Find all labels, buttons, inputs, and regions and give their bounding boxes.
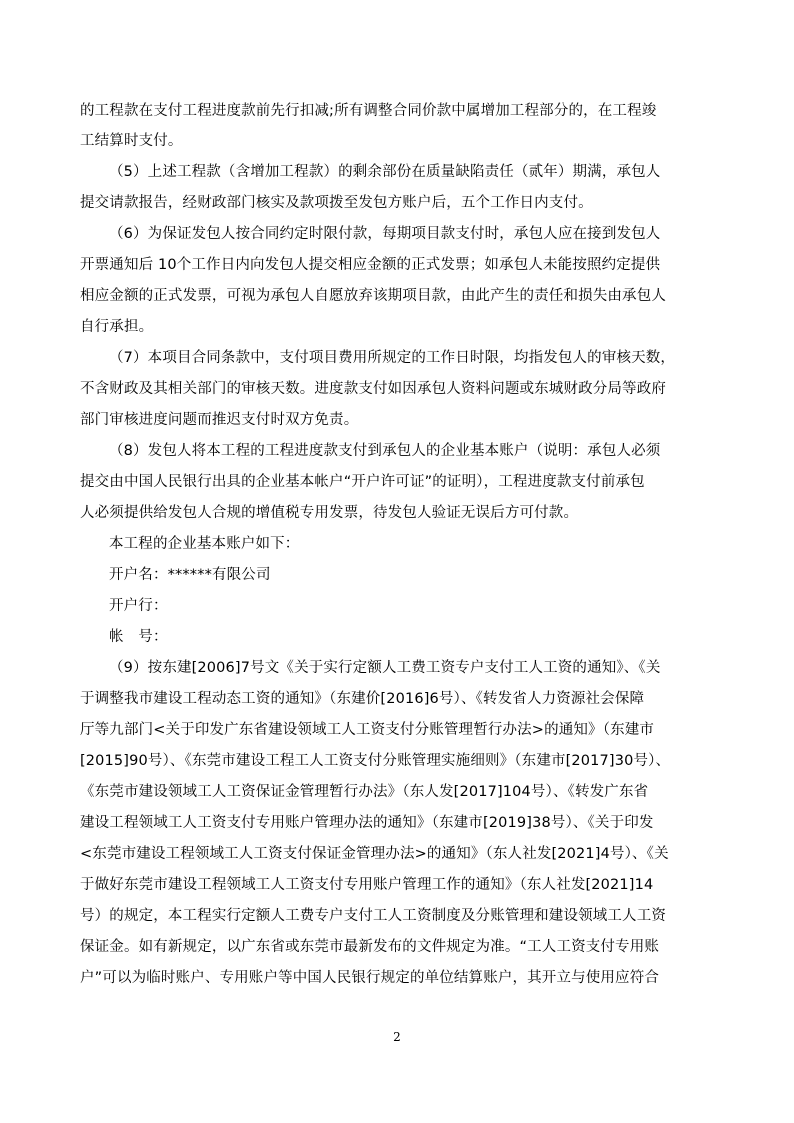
paragraph-9-line: （9）按东建[2006]7号文《关于实行定额人工费工资专户支付工人工资的通知》、《关: [109, 660, 661, 676]
paragraph-8-line: （8）发包人将本工程的工程进度款支付到承包人的企业基本账户（说明：承包人必须: [109, 443, 661, 459]
account-intro-line: 本工程的企业基本账户如下：: [109, 536, 300, 552]
body-line: 于调整我市建设工程动态工资的通知》（东建价[2016]6号）、《转发省人力资源社会保障: [80, 691, 645, 707]
body-line: 提交请款报告，经财政部门核实及款项拨至发包方账户后，五个工作日内支付。: [80, 195, 593, 211]
account-name-line: 开户名：******有限公司: [109, 567, 271, 583]
body-line: 工结算时支付。: [80, 133, 183, 149]
body-line: [2015]90号）、《东莞市建设工程工人工资支付分账管理实施细则》（东建市[2017]30号）、: [80, 753, 671, 769]
account-bank-line: 开户行：: [109, 598, 168, 614]
body-line: 开票通知后 10个工作日内向发包人提交相应金额的正式发票；如承包人未能按照约定提供: [80, 257, 661, 273]
body-line: 提交由中国人民银行出具的企业基本帐户“开户许可证”的证明），工程进度款支付前承包: [80, 474, 645, 490]
body-line: 不含财政及其相关部门的审核天数。进度款支付如因承包人资料问题或东城财政分局等政府: [80, 381, 666, 397]
account-number-line: 帐 号：: [109, 629, 168, 645]
body-line: 《东莞市建设领域工人工资保证金管理暂行办法》（东人发[2017]104号）、《转发广东省: [80, 784, 649, 800]
body-line: <东莞市建设工程领域工人工资支付保证金管理办法>的通知》（东人社发[2021]4号）、《关: [80, 846, 669, 862]
body-line: 相应金额的正式发票，可视为承包人自愿放弃该期项目款，由此产生的责任和损失由承包人: [80, 288, 666, 304]
body-line: 建设工程领域工人工资支付专用账户管理办法的通知》（东建市[2019]38号）、《关于印发: [80, 815, 654, 831]
body-line: 部门审核进度问题而推迟支付时双方免责。: [80, 412, 359, 428]
body-line: 自行承担。: [80, 319, 154, 335]
body-line: 保证金。如有新规定，以广东省或东莞市最新发布的文件规定为准。“工人工资支付专用账: [80, 939, 660, 955]
body-line: 的工程款在支付工程进度款前先行扣减;所有调整合同价款中属增加工程部分的，在工程竣: [80, 103, 657, 119]
body-line: 于做好东莞市建设工程领域工人工资支付专用账户管理工作的通知》（东人社发[2021]14: [80, 877, 654, 893]
paragraph-6-line: （6）为保证发包人按合同约定时限付款，每期项目款支付时，承包人应在接到发包人: [109, 226, 661, 242]
body-line: 号）的规定，本工程实行定额人工费专户支付工人工资制度及分账管理和建设领域工人工资: [80, 908, 666, 924]
body-line: 户”可以为临时账户、专用账户等中国人民银行规定的单位结算账户，其开立与使用应符合: [80, 970, 660, 986]
body-line: 厅等九部门<关于印发广东省建设领域工人工资支付分账管理暂行办法>的通知》（东建市: [80, 722, 655, 738]
paragraph-5-line: （5）上述工程款（含增加工程款）的剩余部份在质量缺陷责任（贰年）期满，承包人: [109, 164, 661, 180]
page-number: 2: [393, 1030, 401, 1044]
body-line: 人必须提供给发包人合规的增值税专用发票，待发包人验证无误后方可付款。: [80, 505, 579, 521]
paragraph-7-line: （7）本项目合同条款中，支付项目费用所规定的工作日时限，均指发包人的审核天数，: [109, 350, 676, 366]
